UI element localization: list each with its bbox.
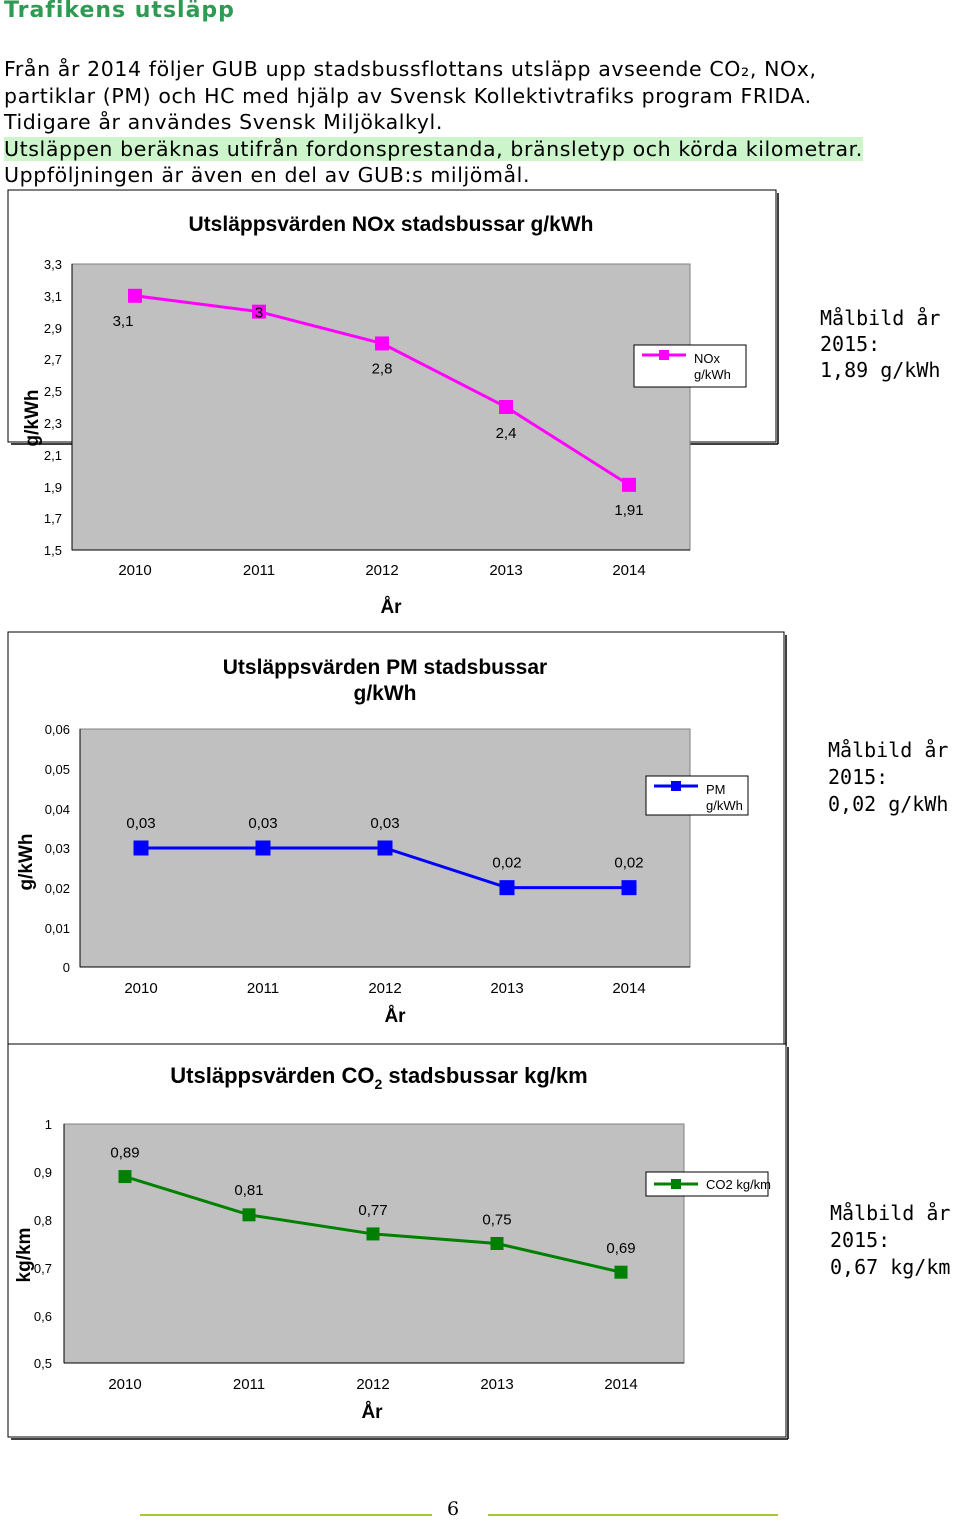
data-point [622, 478, 636, 492]
plot-area [64, 1124, 684, 1363]
data-point [500, 880, 515, 895]
data-label: 0,02 [614, 854, 644, 872]
intro-line: Uppföljningen är även en del av GUB:s miljömål. [4, 163, 531, 187]
data-label: 0,81 [234, 1181, 264, 1199]
y-tick-label: 0,04 [44, 802, 70, 817]
data-label: 0,75 [482, 1211, 512, 1229]
goal-text: Målbild år [820, 306, 941, 330]
x-tick-label: 2011 [232, 1376, 266, 1393]
x-tick-label: 2010 [118, 562, 152, 579]
data-label: 1,91 [614, 501, 644, 519]
legend-label: PM [706, 782, 726, 797]
intro-line: Tidigare år användes Svensk Miljökalkyl. [4, 110, 443, 134]
intro-line: Från år 2014 följer GUB upp stadsbussflottans utsläpp avseende CO₂, NOx, [4, 57, 817, 81]
data-point [378, 841, 393, 856]
data-label: 0,03 [370, 815, 400, 832]
x-tick-label: 2013 [489, 562, 523, 579]
chart-title: Utsläppsvärden PM stadsbussar [222, 656, 548, 679]
x-axis-label: År [384, 1006, 406, 1027]
goal-text: Målbild år [830, 1201, 951, 1225]
intro-line: partiklar (PM) och HC med hjälp av Svensk Kollektivtrafiks program FRIDA. [4, 83, 812, 108]
intro-line-highlighted: Utsläppen beräknas utifrån fordonsprestanda, bränsletyp och körda kilometrar. [4, 136, 863, 161]
y-tick-label: 0,7 [33, 1261, 52, 1276]
footer-rule-left [140, 1514, 432, 1516]
y-tick-label: 0,06 [44, 722, 70, 737]
x-tick-label: 2014 [612, 980, 646, 997]
data-point [128, 289, 142, 303]
data-label: 2,8 [371, 360, 393, 378]
x-tick-label: 2010 [124, 980, 158, 997]
page-number: 6 [447, 1498, 460, 1520]
x-tick-label: 2012 [365, 562, 399, 579]
y-tick-label: 0,03 [44, 841, 70, 856]
data-point [367, 1227, 380, 1240]
legend-swatch-marker [671, 781, 681, 791]
y-tick-label: 0 [62, 960, 70, 975]
y-tick-label: 1 [44, 1117, 52, 1132]
data-point [491, 1237, 504, 1250]
x-tick-label: 2010 [108, 1376, 142, 1393]
goal-text: 2015: [820, 332, 881, 356]
y-axis-label: g/kWh [22, 389, 43, 447]
y-tick-label: 0,8 [33, 1213, 52, 1228]
data-label: 0,89 [110, 1144, 140, 1162]
y-axis-label: kg/km [14, 1227, 35, 1283]
data-label: 0,77 [358, 1201, 388, 1219]
y-tick-label: 1,9 [43, 480, 62, 495]
legend-label: g/kWh [706, 798, 743, 813]
y-tick-label: 2,7 [43, 352, 62, 367]
y-tick-label: 3,1 [43, 289, 62, 304]
y-tick-label: 0,05 [44, 762, 70, 777]
y-tick-label: 0,02 [44, 881, 70, 896]
x-tick-label: 2011 [246, 980, 280, 997]
goal-text: Målbild år [828, 738, 949, 762]
legend-label: g/kWh [694, 367, 731, 382]
data-label: 0,02 [492, 854, 522, 872]
y-tick-label: 2,9 [43, 321, 62, 336]
x-tick-label: 2013 [490, 980, 524, 997]
goal-text: 0,02 g/kWh [828, 792, 949, 816]
legend-swatch-marker [659, 350, 669, 360]
data-point [375, 336, 389, 350]
goal-text: 1,89 g/kWh [820, 358, 941, 382]
plot-area [72, 264, 690, 550]
x-axis-label: År [380, 597, 402, 618]
y-tick-label: 0,6 [33, 1309, 52, 1324]
chart-title: Utsläppsvärden NOx stadsbussar g/kWh [188, 213, 594, 236]
y-tick-label: 2,3 [43, 416, 62, 431]
y-tick-label: 1,7 [43, 511, 62, 526]
data-point [256, 841, 271, 856]
footer-rule-right [488, 1514, 778, 1516]
goal-text: 2015: [828, 765, 889, 789]
data-label: 3,1 [112, 312, 134, 330]
y-tick-label: 0,5 [33, 1356, 52, 1371]
data-point [622, 880, 637, 895]
y-tick-label: 2,1 [43, 448, 62, 463]
data-point [499, 400, 513, 414]
data-point [243, 1208, 256, 1221]
data-point [119, 1170, 132, 1183]
y-tick-label: 0,01 [44, 921, 70, 936]
x-tick-label: 2012 [368, 980, 402, 997]
data-label: 0,03 [248, 815, 278, 832]
x-tick-label: 2012 [356, 1376, 390, 1393]
x-tick-label: 2011 [242, 562, 276, 579]
legend-label: CO2 kg/km [706, 1177, 772, 1192]
x-axis-label: År [361, 1402, 383, 1423]
goal-text: 2015: [830, 1228, 891, 1252]
chart-title: g/kWh [353, 682, 417, 705]
y-tick-label: 0,9 [33, 1165, 52, 1180]
y-tick-label: 2,5 [43, 384, 62, 399]
data-point [615, 1266, 628, 1279]
data-label: 0,69 [606, 1240, 636, 1258]
x-tick-label: 2013 [480, 1376, 514, 1393]
data-point [134, 841, 149, 856]
y-axis-label: g/kWh [16, 833, 37, 891]
page-heading: Trafikens utsläpp [4, 0, 235, 23]
data-label: 3 [254, 304, 264, 322]
data-label: 0,03 [126, 815, 156, 832]
y-tick-label: 1,5 [43, 543, 62, 558]
chart-title: Utsläppsvärden $CO_2$ stadsbussar kg/km [170, 1063, 588, 1092]
data-label: 2,4 [495, 425, 517, 442]
x-tick-label: 2014 [604, 1376, 638, 1393]
legend-swatch-marker [671, 1179, 681, 1189]
x-tick-label: 2014 [612, 562, 646, 579]
legend-label: NOx [694, 351, 720, 366]
goal-text: 0,67 kg/km [830, 1255, 951, 1279]
y-tick-label: 3,3 [43, 257, 62, 272]
